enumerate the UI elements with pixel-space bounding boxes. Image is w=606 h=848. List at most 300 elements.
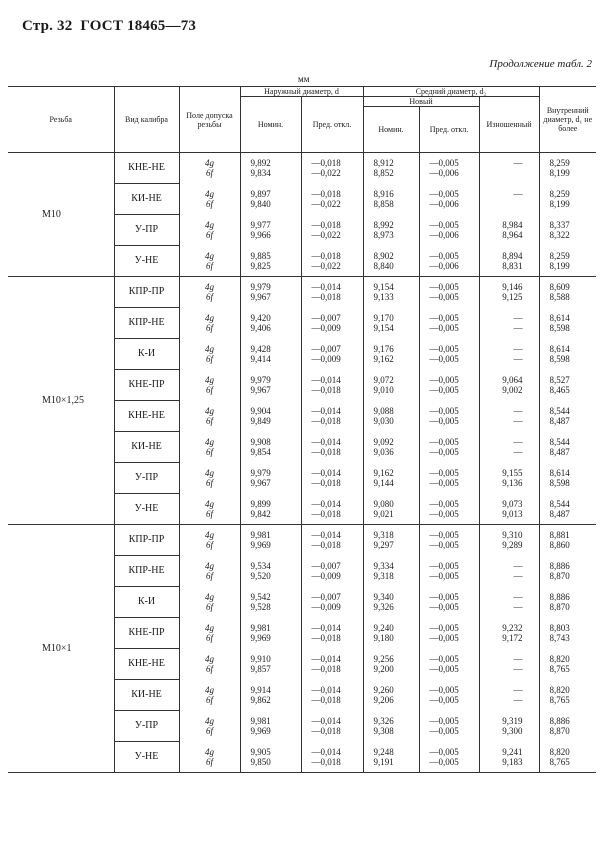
pitch-nominal-cell-line: 9,180 <box>373 633 394 643</box>
pitch-deviation-cell-line: —0,005 <box>429 756 459 767</box>
pitch-deviation-cell-line: —0,005 <box>429 468 459 478</box>
outer-nominal-cell-line: 9,825 <box>250 260 271 271</box>
outer-deviation-cell-line: —0,018 <box>311 695 341 705</box>
outer-deviation-cell-line: —0,014 <box>311 437 341 447</box>
tolerance-cell-line: 6f <box>205 323 213 333</box>
pitch-nominal-cell-line: 9,191 <box>373 756 394 767</box>
tolerance-cell <box>179 649 240 680</box>
worn-cell-line: — <box>513 158 523 169</box>
inner-diameter-cell-line: 8,259 <box>549 189 570 199</box>
inner-diameter-cell <box>539 587 596 618</box>
tolerance-cell-line: 6f <box>205 602 213 612</box>
pitch-nominal-cell-line: 9,326 <box>373 602 394 612</box>
pitch-deviation-cell-line: —0,005 <box>429 716 459 726</box>
worn-cell <box>479 742 539 773</box>
worn-cell-line: — <box>513 571 523 581</box>
pitch-deviation-cell-line: —0,005 <box>429 406 459 416</box>
tolerance-cell-line: 4g <box>205 498 214 509</box>
pitch-nominal-cell-line: 9,162 <box>373 354 394 364</box>
pitch-nominal-cell-line: 8,902 <box>373 250 394 261</box>
pitch-deviation-cell-line: —0,005 <box>429 508 459 519</box>
outer-deviation-cell-line: —0,018 <box>311 508 341 519</box>
worn-cell <box>479 277 539 308</box>
worn-cell-line: — <box>513 313 523 323</box>
gauge-type-cell: У-НЕ <box>114 246 179 277</box>
inner-diameter-cell-line: 8,487 <box>549 447 570 457</box>
tolerance-cell-line: 4g <box>205 561 214 571</box>
outer-nominal-cell-line: 9,910 <box>250 654 271 664</box>
outer-nominal-cell <box>240 339 301 370</box>
pitch-deviation-cell-line: —0,005 <box>429 282 459 293</box>
pitch-deviation-cell-line: —0,005 <box>429 478 459 488</box>
inner-diameter-cell-line: 8,820 <box>549 654 570 664</box>
tolerance-cell-line: 4g <box>205 592 214 602</box>
outer-deviation-cell-line: —0,018 <box>311 447 341 457</box>
pitch-deviation-cell-line: —0,005 <box>429 323 459 333</box>
pitch-deviation-cell-line: —0,005 <box>429 189 459 199</box>
outer-nominal-cell <box>240 649 301 680</box>
worn-cell <box>479 680 539 711</box>
outer-deviation-cell <box>301 711 363 742</box>
worn-cell-line: — <box>513 695 523 705</box>
outer-nominal-cell-line: 9,969 <box>250 633 271 643</box>
tolerance-cell-line: 4g <box>205 406 214 416</box>
pitch-nominal-cell-line: 9,021 <box>373 508 394 519</box>
pitch-deviation-cell-line: —0,005 <box>429 623 459 633</box>
worn-cell-line: 9,146 <box>502 282 523 293</box>
outer-deviation-cell-line: —0,007 <box>311 313 341 323</box>
outer-nominal-cell-line: 9,885 <box>250 250 271 261</box>
inner-diameter-cell-line: 8,820 <box>549 746 570 757</box>
tolerance-cell-line: 4g <box>205 344 214 354</box>
gauge-type-cell: КНЕ-НЕ <box>114 401 179 432</box>
pitch-deviation-cell-line: —0,006 <box>429 230 459 240</box>
gauge-type-cell: У-НЕ <box>114 494 179 525</box>
pitch-nominal-cell-line: 9,030 <box>373 416 394 426</box>
tolerance-cell <box>179 308 240 339</box>
tolerance-cell-line: 4g <box>205 530 214 541</box>
pitch-deviation-cell-line: —0,005 <box>429 654 459 664</box>
pitch-nominal-cell-line: 9,133 <box>373 292 394 303</box>
inner-diameter-cell-line: 8,527 <box>549 375 570 385</box>
outer-deviation-cell-line: —0,014 <box>311 498 341 509</box>
worn-cell-line: 9,013 <box>502 508 523 519</box>
inner-diameter-cell-line: 8,322 <box>549 230 570 240</box>
pitch-nominal-cell-line: 9,088 <box>373 406 394 416</box>
outer-nominal-cell-line: 9,849 <box>250 416 271 426</box>
worn-cell-line: — <box>513 592 523 602</box>
outer-deviation-cell <box>301 649 363 680</box>
outer-nominal-cell <box>240 370 301 401</box>
worn-cell-line: — <box>513 561 523 571</box>
tolerance-cell-line: 4g <box>205 189 214 199</box>
pitch-deviation-cell-line: —0,005 <box>429 695 459 705</box>
tolerance-cell-line: 6f <box>205 416 213 426</box>
outer-nominal-cell-line: 9,981 <box>250 716 271 726</box>
pitch-deviation-cell <box>419 556 479 587</box>
worn-cell <box>479 153 539 184</box>
outer-nominal-cell-line: 9,981 <box>250 623 271 633</box>
header-d2-deviation: Пред. откл. <box>419 107 479 153</box>
gauge-type-cell: У-НЕ <box>114 742 179 773</box>
pitch-nominal-cell <box>363 680 419 711</box>
outer-nominal-cell <box>240 308 301 339</box>
pitch-deviation-cell-line: —0,005 <box>429 313 459 323</box>
outer-nominal-cell-line: 9,414 <box>250 354 271 364</box>
tolerance-cell <box>179 277 240 308</box>
unit-label: мм <box>298 74 310 84</box>
gauge-type-cell: У-ПР <box>114 711 179 742</box>
inner-diameter-cell-line: 8,337 <box>549 220 570 230</box>
outer-deviation-cell-line: —0,018 <box>311 158 341 169</box>
outer-nominal-cell-line: 9,842 <box>250 508 271 519</box>
tolerance-cell-line: 6f <box>205 260 213 271</box>
outer-nominal-cell-line: 9,905 <box>250 746 271 757</box>
inner-diameter-cell-line: 8,803 <box>549 623 570 633</box>
pitch-deviation-cell-line: —0,005 <box>429 220 459 230</box>
pitch-nominal-cell-line: 9,308 <box>373 726 394 736</box>
outer-nominal-cell-line: 9,908 <box>250 437 271 447</box>
pitch-deviation-cell <box>419 246 479 277</box>
header-d-nominal: Номин. <box>240 97 301 153</box>
pitch-nominal-cell-line: 8,852 <box>373 168 394 179</box>
pitch-deviation-cell-line: —0,005 <box>429 354 459 364</box>
worn-cell-line: — <box>513 416 523 426</box>
header-inner-diameter: Внутренний диаметр, d₁ не более <box>539 87 596 153</box>
inner-diameter-cell-line: 8,886 <box>549 561 570 571</box>
pitch-deviation-cell <box>419 525 479 556</box>
outer-nominal-cell-line: 9,981 <box>250 530 271 541</box>
outer-nominal-cell <box>240 184 301 215</box>
outer-deviation-cell <box>301 680 363 711</box>
outer-nominal-cell <box>240 587 301 618</box>
worn-cell-line: 9,002 <box>502 385 523 395</box>
pitch-nominal-cell-line: 9,010 <box>373 385 394 395</box>
inner-diameter-cell-line: 8,598 <box>549 354 570 364</box>
outer-nominal-cell-line: 9,899 <box>250 498 271 509</box>
pitch-nominal-cell <box>363 153 419 184</box>
outer-nominal-cell <box>240 556 301 587</box>
gauge-type-cell: У-ПР <box>114 463 179 494</box>
tolerance-cell-line: 6f <box>205 168 213 179</box>
tolerance-cell-line: 6f <box>205 478 213 488</box>
outer-deviation-cell-line: —0,018 <box>311 633 341 643</box>
inner-diameter-cell-line: 8,199 <box>549 260 570 271</box>
worn-cell-line: — <box>513 323 523 333</box>
worn-cell-line: — <box>513 602 523 612</box>
worn-cell <box>479 525 539 556</box>
pitch-nominal-cell <box>363 742 419 773</box>
inner-diameter-cell-line: 8,614 <box>549 468 570 478</box>
outer-nominal-cell <box>240 525 301 556</box>
outer-deviation-cell <box>301 525 363 556</box>
tolerance-cell-line: 6f <box>205 230 213 240</box>
tolerance-cell-line: 4g <box>205 437 214 447</box>
pitch-nominal-cell <box>363 246 419 277</box>
outer-nominal-cell-line: 9,979 <box>250 282 271 293</box>
tolerance-cell <box>179 742 240 773</box>
inner-diameter-cell-line: 8,544 <box>549 437 570 447</box>
worn-cell-line: — <box>513 654 523 664</box>
pitch-deviation-cell-line: —0,005 <box>429 530 459 541</box>
outer-deviation-cell <box>301 401 363 432</box>
gauge-type-cell: КНЕ-НЕ <box>114 649 179 680</box>
pitch-nominal-cell <box>363 339 419 370</box>
outer-deviation-cell-line: —0,018 <box>311 478 341 488</box>
outer-nominal-cell-line: 9,969 <box>250 540 271 551</box>
outer-nominal-cell <box>240 711 301 742</box>
gauge-type-cell: КНЕ-ПР <box>114 370 179 401</box>
tolerance-cell <box>179 339 240 370</box>
thread-cell: M10×1 <box>8 525 114 773</box>
inner-diameter-cell <box>539 494 596 525</box>
pitch-nominal-cell-line: 9,256 <box>373 654 394 664</box>
tolerance-cell-line: 4g <box>205 623 214 633</box>
pitch-nominal-cell <box>363 463 419 494</box>
worn-cell <box>479 339 539 370</box>
inner-diameter-cell-line: 8,743 <box>549 633 570 643</box>
pitch-deviation-cell <box>419 370 479 401</box>
inner-diameter-cell-line: 8,199 <box>549 168 570 179</box>
inner-diameter-cell-line: 8,598 <box>549 323 570 333</box>
header-thread: Резьба <box>8 87 114 153</box>
table-row <box>8 525 596 556</box>
outer-deviation-cell <box>301 618 363 649</box>
outer-deviation-cell <box>301 308 363 339</box>
tolerance-cell-line: 6f <box>205 571 213 581</box>
worn-cell-line: — <box>513 354 523 364</box>
inner-diameter-cell-line: 8,598 <box>549 478 570 488</box>
outer-nominal-cell <box>240 215 301 246</box>
header-worn: Изношенный <box>479 97 539 153</box>
page-header <box>22 18 200 35</box>
outer-nominal-cell-line: 9,406 <box>250 323 271 333</box>
outer-deviation-cell <box>301 246 363 277</box>
pitch-nominal-cell-line: 9,200 <box>373 664 394 674</box>
tolerance-cell-line: 4g <box>205 685 214 695</box>
outer-deviation-cell-line: —0,007 <box>311 592 341 602</box>
pitch-deviation-cell-line: —0,005 <box>429 561 459 571</box>
worn-cell <box>479 711 539 742</box>
pitch-nominal-cell-line: 9,154 <box>373 282 394 293</box>
outer-deviation-cell-line: —0,018 <box>311 664 341 674</box>
outer-deviation-cell-line: —0,014 <box>311 685 341 695</box>
pitch-nominal-cell-line: 9,144 <box>373 478 394 488</box>
inner-diameter-cell-line: 8,870 <box>549 726 570 736</box>
outer-nominal-cell-line: 9,862 <box>250 695 271 705</box>
outer-nominal-cell-line: 9,967 <box>250 385 271 395</box>
pitch-deviation-cell <box>419 215 479 246</box>
outer-deviation-cell <box>301 339 363 370</box>
inner-diameter-cell-line: 8,609 <box>549 282 570 293</box>
outer-deviation-cell-line: —0,009 <box>311 354 341 364</box>
tolerance-cell-line: 6f <box>205 664 213 674</box>
pitch-deviation-cell-line: —0,005 <box>429 592 459 602</box>
outer-deviation-cell-line: —0,009 <box>311 602 341 612</box>
pitch-deviation-cell-line: —0,005 <box>429 633 459 643</box>
pitch-nominal-cell-line: 9,318 <box>373 571 394 581</box>
pitch-deviation-cell-line: —0,005 <box>429 416 459 426</box>
worn-cell-line: 9,289 <box>502 540 523 551</box>
pitch-nominal-cell <box>363 587 419 618</box>
outer-nominal-cell-line: 9,967 <box>250 478 271 488</box>
pitch-nominal-cell <box>363 215 419 246</box>
worn-cell <box>479 401 539 432</box>
tolerance-cell-line: 4g <box>205 468 214 478</box>
worn-cell <box>479 432 539 463</box>
outer-nominal-cell <box>240 277 301 308</box>
tolerance-cell <box>179 463 240 494</box>
outer-nominal-cell-line: 9,850 <box>250 756 271 767</box>
gauge-type-cell: КПР-НЕ <box>114 556 179 587</box>
gauge-type-cell: КПР-НЕ <box>114 308 179 339</box>
pitch-nominal-cell <box>363 494 419 525</box>
outer-deviation-cell-line: —0,014 <box>311 530 341 541</box>
pitch-deviation-cell-line: —0,005 <box>429 344 459 354</box>
outer-nominal-cell-line: 9,857 <box>250 664 271 674</box>
inner-diameter-cell-line: 8,199 <box>549 199 570 209</box>
gauge-type-cell: КПР-ПР <box>114 277 179 308</box>
inner-diameter-cell <box>539 277 596 308</box>
tolerance-cell-line: 4g <box>205 375 214 385</box>
outer-nominal-cell-line: 9,977 <box>250 220 271 230</box>
outer-nominal-cell <box>240 742 301 773</box>
outer-nominal-cell <box>240 246 301 277</box>
pitch-nominal-cell-line: 8,858 <box>373 199 394 209</box>
pitch-nominal-cell-line: 9,036 <box>373 447 394 457</box>
outer-nominal-cell-line: 9,428 <box>250 344 271 354</box>
inner-diameter-cell-line: 8,259 <box>549 158 570 169</box>
pitch-deviation-cell <box>419 153 479 184</box>
outer-nominal-cell-line: 9,420 <box>250 313 271 323</box>
inner-diameter-cell <box>539 184 596 215</box>
pitch-deviation-cell-line: —0,005 <box>429 664 459 674</box>
outer-nominal-cell <box>240 401 301 432</box>
pitch-nominal-cell <box>363 556 419 587</box>
inner-diameter-cell <box>539 246 596 277</box>
pitch-nominal-cell-line: 9,260 <box>373 685 394 695</box>
thread-cell: M10×1,25 <box>8 277 114 525</box>
tolerance-cell-line: 6f <box>205 385 213 395</box>
inner-diameter-cell-line: 8,870 <box>549 602 570 612</box>
tolerance-cell-line: 6f <box>205 447 213 457</box>
pitch-deviation-cell-line: —0,005 <box>429 685 459 695</box>
tolerance-cell <box>179 587 240 618</box>
pitch-deviation-cell <box>419 680 479 711</box>
tolerance-cell-line: 4g <box>205 746 214 757</box>
worn-cell-line <box>480 199 523 209</box>
inner-diameter-cell-line: 8,614 <box>549 313 570 323</box>
pitch-deviation-cell-line: —0,005 <box>429 158 459 169</box>
outer-nominal-cell-line: 9,520 <box>250 571 271 581</box>
header-tolerance-field: Поле допуска резьбы <box>179 87 240 153</box>
thread-cell: M10 <box>8 153 114 277</box>
pitch-nominal-cell-line: 9,318 <box>373 530 394 541</box>
worn-cell-line: — <box>513 447 523 457</box>
outer-deviation-cell <box>301 370 363 401</box>
pitch-nominal-cell-line: 9,206 <box>373 695 394 705</box>
worn-cell-line: 9,310 <box>502 530 523 541</box>
tolerance-cell <box>179 153 240 184</box>
pitch-nominal-cell <box>363 277 419 308</box>
tolerance-cell-line: 6f <box>205 508 213 519</box>
pitch-nominal-cell-line: 9,240 <box>373 623 394 633</box>
pitch-deviation-cell-line: —0,006 <box>429 199 459 209</box>
worn-cell <box>479 587 539 618</box>
inner-diameter-cell-line: 8,765 <box>549 664 570 674</box>
outer-deviation-cell-line: —0,022 <box>311 168 341 179</box>
tolerance-cell <box>179 401 240 432</box>
pitch-deviation-cell-line: —0,006 <box>429 260 459 271</box>
outer-nominal-cell <box>240 463 301 494</box>
worn-cell <box>479 556 539 587</box>
worn-cell-line: 9,183 <box>502 756 523 767</box>
pitch-nominal-cell <box>363 618 419 649</box>
outer-nominal-cell <box>240 494 301 525</box>
header-d-deviation: Пред. откл. <box>301 97 363 153</box>
tolerance-cell-line: 4g <box>205 654 214 664</box>
tolerance-cell-line: 4g <box>205 313 214 323</box>
outer-deviation-cell <box>301 277 363 308</box>
outer-deviation-cell-line: —0,022 <box>311 260 341 271</box>
header-d2-nominal: Номин. <box>363 107 419 153</box>
pitch-deviation-cell <box>419 432 479 463</box>
pitch-nominal-cell-line: 9,092 <box>373 437 394 447</box>
inner-diameter-cell-line: 8,588 <box>549 292 570 303</box>
tolerance-cell-line: 4g <box>205 716 214 726</box>
table-row <box>8 153 596 184</box>
worn-cell <box>479 649 539 680</box>
pitch-deviation-cell <box>419 649 479 680</box>
pitch-deviation-cell <box>419 339 479 370</box>
outer-nominal-cell-line: 9,834 <box>250 168 271 179</box>
outer-nominal-cell-line: 9,534 <box>250 561 271 571</box>
tolerance-cell-line: 4g <box>205 282 214 293</box>
pitch-nominal-cell <box>363 649 419 680</box>
worn-cell-line: — <box>513 664 523 674</box>
tolerance-cell-line: 6f <box>205 633 213 643</box>
inner-diameter-cell-line: 8,487 <box>549 416 570 426</box>
pitch-nominal-cell-line: 9,072 <box>373 375 394 385</box>
pitch-nominal-cell-line: 9,326 <box>373 716 394 726</box>
outer-deviation-cell-line: —0,009 <box>311 323 341 333</box>
tolerance-cell <box>179 494 240 525</box>
tolerance-cell-line: 6f <box>205 756 213 767</box>
pitch-nominal-cell-line: 9,154 <box>373 323 394 333</box>
inner-diameter-cell-line: 8,881 <box>549 530 570 541</box>
outer-nominal-cell <box>240 618 301 649</box>
inner-diameter-cell-line: 8,544 <box>549 406 570 416</box>
outer-deviation-cell-line: —0,022 <box>311 230 341 240</box>
inner-diameter-cell <box>539 153 596 184</box>
worn-cell <box>479 370 539 401</box>
table-row <box>8 277 596 308</box>
pitch-deviation-cell-line: —0,005 <box>429 375 459 385</box>
pitch-nominal-cell-line: 9,162 <box>373 468 394 478</box>
pitch-nominal-cell-line: 9,334 <box>373 561 394 571</box>
worn-cell <box>479 215 539 246</box>
inner-diameter-cell-line: 8,765 <box>549 756 570 767</box>
inner-diameter-cell-line: 8,886 <box>549 592 570 602</box>
pitch-nominal-cell-line: 8,973 <box>373 230 394 240</box>
tolerance-cell <box>179 618 240 649</box>
worn-cell-line: 9,300 <box>502 726 523 736</box>
outer-nominal-cell <box>240 432 301 463</box>
outer-deviation-cell-line: —0,018 <box>311 726 341 736</box>
worn-cell-line: — <box>513 189 523 199</box>
outer-deviation-cell-line: —0,018 <box>311 250 341 261</box>
worn-cell <box>479 246 539 277</box>
